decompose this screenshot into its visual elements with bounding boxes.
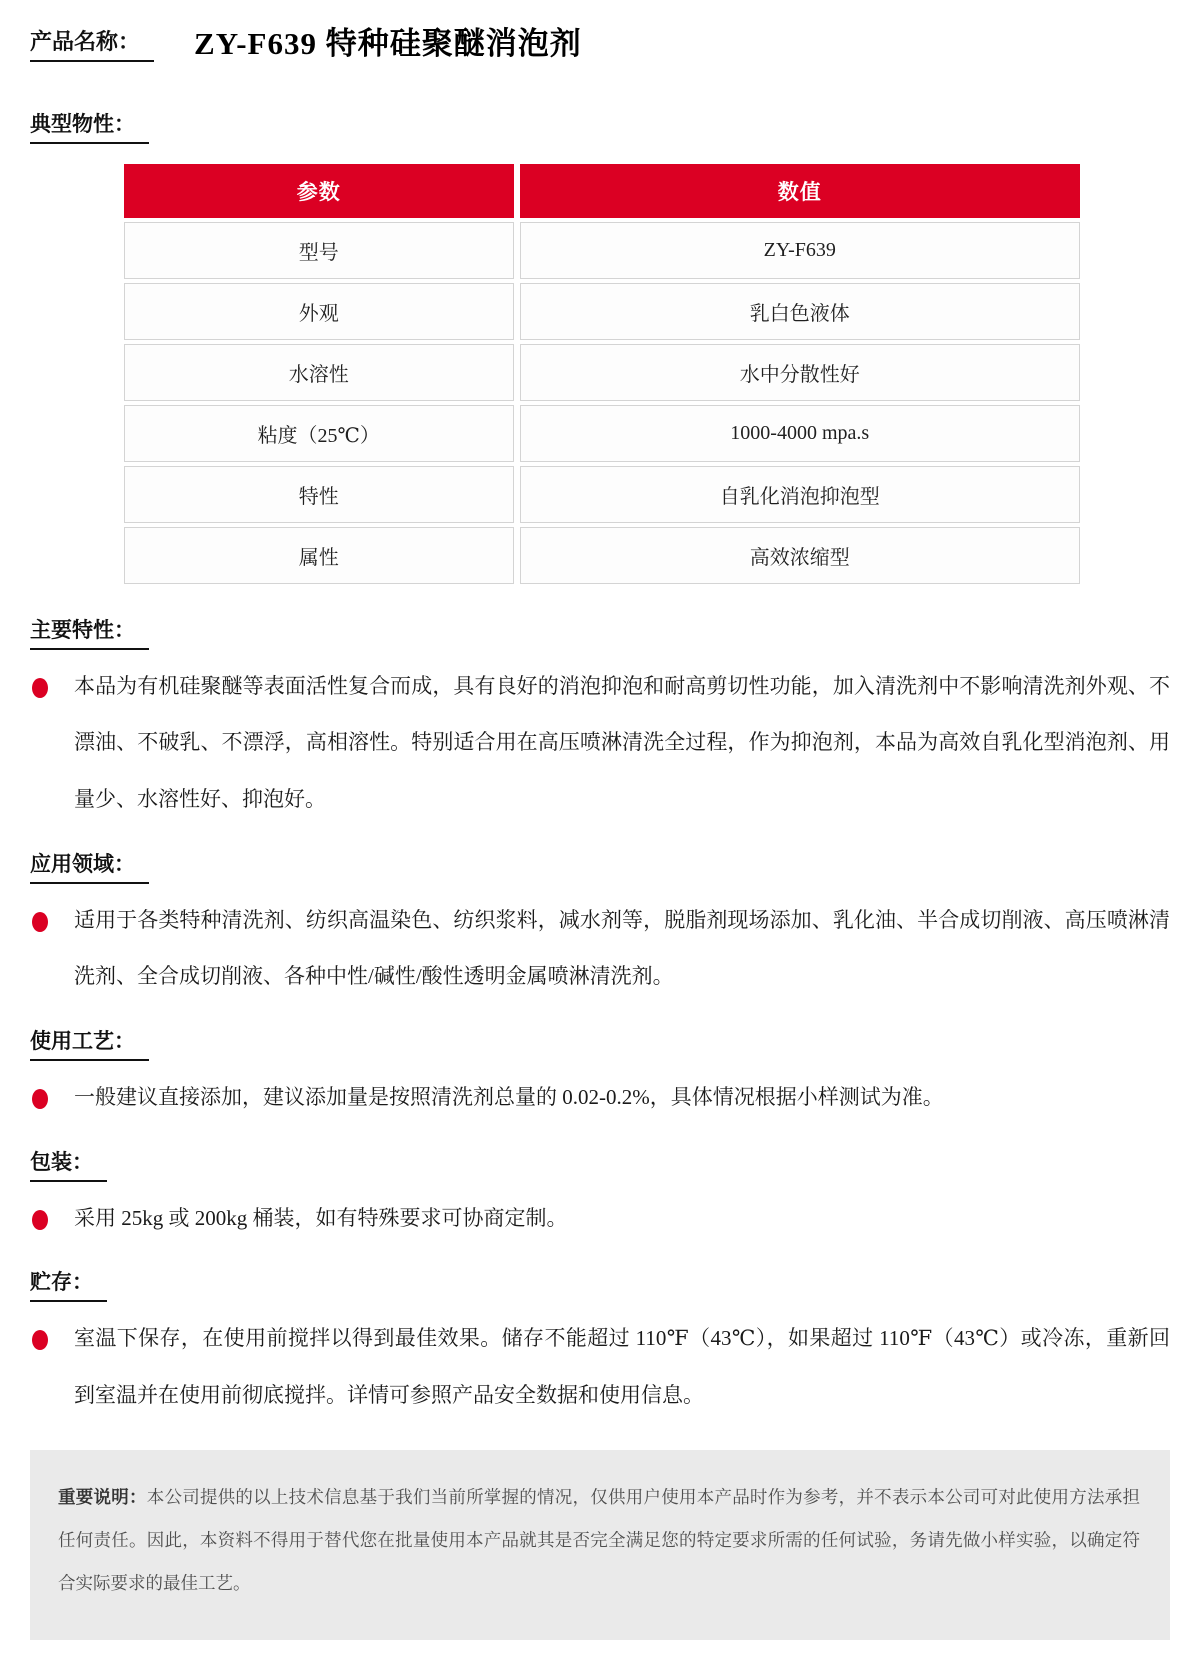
properties-table: [118, 160, 1086, 588]
bullet-dot-icon: [32, 1330, 48, 1350]
bullet-text: 适用于各类特种清洗剂、纺织高温染色、纺织浆料，减水剂等，脱脂剂现场添加、乳化油、半合成切削液、高压喷淋清洗剂、全合成切削液、各种中性/碱性/酸性透明金属喷淋清洗剂。: [74, 907, 1170, 989]
section-heading-main-features: [30, 614, 1170, 650]
section-storage: [30, 1266, 1170, 1423]
cell-parameter: 型号: [124, 222, 514, 279]
section-heading-application-areas: [30, 848, 1170, 884]
cell-value: 1000-4000 mpa.s: [520, 405, 1081, 462]
section-heading-label: 典型物性：: [30, 108, 149, 144]
bullet-dot-icon: [32, 912, 48, 932]
section-usage-process: [30, 1025, 1170, 1126]
bullet-dot-icon: [32, 1210, 48, 1230]
bullet-dot-icon: [32, 678, 48, 698]
list-item: [30, 1310, 1170, 1423]
section-heading-label: 应用领域：: [30, 848, 149, 884]
cell-parameter: 属性: [124, 527, 514, 584]
notice-text: 本公司提供的以上技术信息基于我们当前所掌握的情况，仅供用户使用本产品时作为参考，并不表示本公司可对此使用方法承担任何责任。因此，本资料不得用于替代您在批量使用本产品就其是否完全满足您的特定要求所需的任何试验，务请先做小样实验，以确定符合实际要求的最佳工艺。: [58, 1486, 1141, 1593]
cell-parameter: 外观: [124, 283, 514, 340]
cell-value: 乳白色液体: [520, 283, 1081, 340]
cell-parameter: 特性: [124, 466, 514, 523]
table-header-row: [124, 164, 1080, 218]
bullet-text: 一般建议直接添加，建议添加量是按照清洗剂总量的 0.02-0.2%，具体情况根据小样测试为准。: [74, 1085, 944, 1110]
document-header: [30, 26, 1170, 62]
table-row: [124, 283, 1080, 340]
section-heading-label: 包装：: [30, 1146, 107, 1182]
bullet-text: 采用 25kg 或 200kg 桶装，如有特殊要求可协商定制。: [74, 1205, 568, 1230]
section-heading-label: 贮存：: [30, 1266, 107, 1302]
cell-parameter: 粘度（25℃）: [124, 405, 514, 462]
product-title: ZY-F639 特种硅聚醚消泡剂: [194, 26, 582, 61]
cell-value: ZY-F639: [520, 222, 1081, 279]
notice-paragraph: [58, 1476, 1140, 1605]
column-header-value: 数值: [520, 164, 1081, 218]
section-main-features: [30, 614, 1170, 828]
bullet-text: 室温下保存，在使用前搅拌以得到最佳效果。储存不能超过 110℉（43℃），如果超过 110℉（43℃）或冷冻，重新回到室温并在使用前彻底搅拌。详情可参照产品安全数据和使用信息。: [74, 1326, 1170, 1408]
table-row: [124, 405, 1080, 462]
section-heading-packaging: [30, 1146, 1170, 1182]
list-item: [30, 892, 1170, 1005]
table-row: [124, 466, 1080, 523]
table-row: [124, 527, 1080, 584]
column-header-parameter: 参数: [124, 164, 514, 218]
cell-value: 水中分散性好: [520, 344, 1081, 401]
section-heading-label: 主要特性：: [30, 614, 149, 650]
bullet-text: 本品为有机硅聚醚等表面活性复合而成，具有良好的消泡抑泡和耐高剪切性功能，加入清洗剂中不影响清洗剂外观、不漂油、不破乳、不漂浮，高相溶性。特别适合用在高压喷淋清洗全过程，作为抑泡剂，本品为高效自乳化型消泡剂、用量少、水溶性好、抑泡好。: [74, 673, 1170, 812]
notice-label: 重要说明：: [58, 1486, 147, 1507]
list-item: [30, 658, 1170, 828]
table-row: [124, 344, 1080, 401]
section-packaging: [30, 1146, 1170, 1247]
section-application-areas: [30, 848, 1170, 1005]
bullet-dot-icon: [32, 1089, 48, 1109]
section-heading-typical-properties: [30, 108, 1170, 144]
product-name-label: 产品名称：: [30, 28, 154, 62]
cell-value: 高效浓缩型: [520, 527, 1081, 584]
section-heading-usage-process: [30, 1025, 1170, 1061]
section-heading-label: 使用工艺：: [30, 1025, 149, 1061]
table-row: [124, 222, 1080, 279]
list-item: [30, 1069, 1170, 1126]
important-notice-box: [30, 1450, 1170, 1641]
cell-value: 自乳化消泡抑泡型: [520, 466, 1081, 523]
list-item: [30, 1190, 1170, 1247]
cell-parameter: 水溶性: [124, 344, 514, 401]
section-heading-storage: [30, 1266, 1170, 1302]
